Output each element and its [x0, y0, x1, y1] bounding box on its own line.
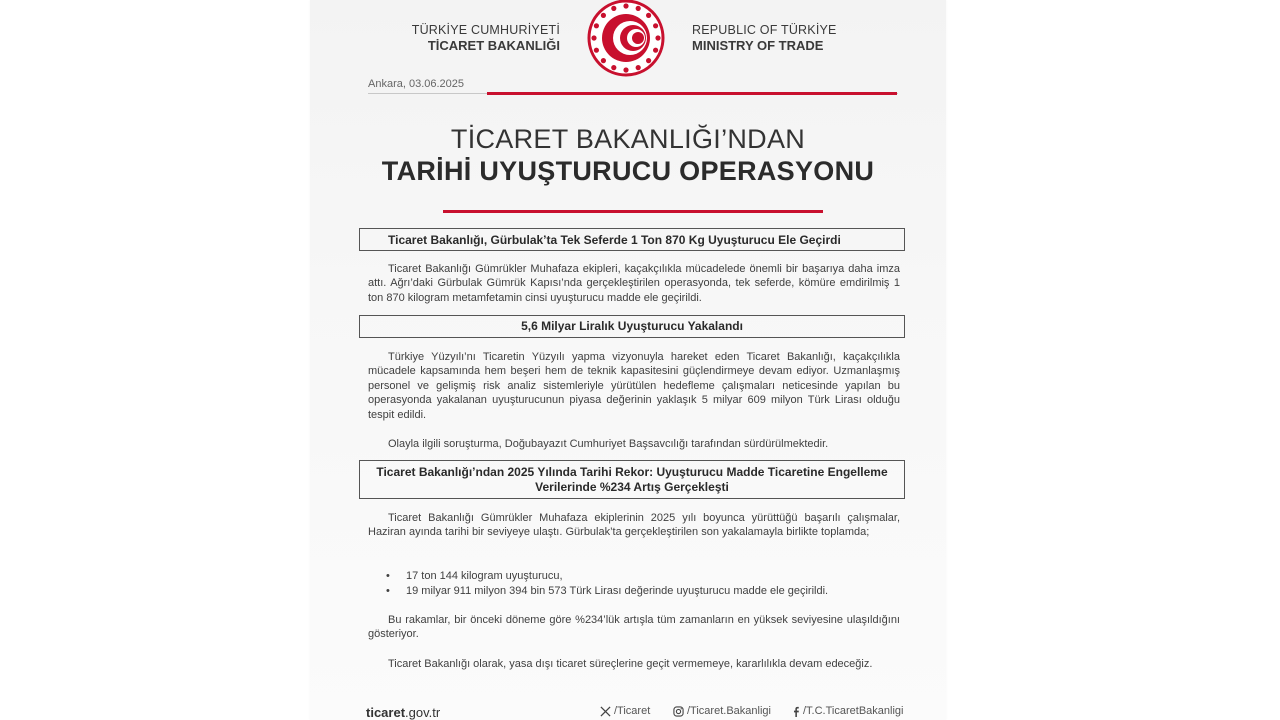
facebook-handle: /T.C.TicaretBakanligi [803, 705, 904, 717]
list-item-text: 17 ton 144 kilogram uyuşturucu, [406, 570, 563, 582]
x-icon [600, 706, 611, 717]
title-divider [443, 210, 823, 213]
section-heading-1: Ticaret Bakanlığı, Gürbulak’ta Tek Seferde 1 Ton 870 Kg Uyuşturucu Ele Geçirdi [359, 228, 905, 251]
bullet-icon: • [386, 585, 390, 597]
ministry-logo-icon [586, 0, 666, 78]
section-2-paragraph-2-text: Olayla ilgili soruşturma, Doğubayazıt Cumhuriyet Başsavcılığı tarafından sürdürülmektedir. [388, 438, 829, 450]
section-3-paragraph-2 [368, 613, 900, 642]
section-3-paragraph [368, 511, 900, 540]
footer-facebook-link[interactable] [792, 705, 903, 717]
section-2-paragraph [368, 350, 900, 422]
footer-site-rest: .gov.tr [405, 705, 441, 720]
date-line: Ankara, 03.06.2025 [368, 78, 465, 90]
section-2-paragraph-2 [368, 437, 900, 451]
facebook-icon [792, 706, 800, 717]
section-3-paragraph-2-text: Bu rakamlar, bir önceki döneme göre %234’lük artışla tüm zamanların en yüksek seviyesine ulaşıldığını gösteriyor. [368, 614, 900, 641]
footer-instagram-link[interactable] [673, 705, 771, 717]
header-right-line1: REPUBLIC OF TÜRKİYE [692, 23, 837, 37]
page-title-line1: TİCARET BAKANLIĞI’NDAN [450, 124, 806, 154]
header-right [692, 23, 892, 53]
footer-site-bold: ticaret [366, 705, 406, 720]
section-1-paragraph [368, 262, 900, 305]
header-left-line2: TİCARET BAKANLIĞI [427, 38, 560, 53]
section-1-paragraph-text: Ticaret Bakanlığı Gümrükler Muhafaza ekipleri, kaçakçılıkla mücadelede önemli bir başarıya daha imza attı. Ağrı’daki Gürbulak Gümrük Kapısı’nda gerçekleştirilen operasyonda, tek seferde, kömüre emdirilmiş 1 ton 870 kilogram metamfetamin cinsi uyuşturucu madde ele geçirildi. [368, 263, 900, 304]
header-right-line2: MINISTRY OF TRADE [692, 38, 824, 53]
section-heading-3-line1: Ticaret Bakanlığı’ndan 2025 Yılında Tarihi Rekor: Uyuşturucu Madde Ticaretine Engelleme [376, 464, 888, 479]
section-heading-2: 5,6 Milyar Liralık Uyuşturucu Yakalandı [359, 315, 905, 338]
x-handle: /Ticaret [614, 705, 651, 717]
header-left-line1: TÜRKİYE CUMHURİYETİ [411, 23, 560, 37]
section-3-paragraph-3-text: Ticaret Bakanlığı olarak, yasa dışı ticaret süreçlerine geçit vermemeye, kararlılıkla devam edeceğiz. [388, 658, 873, 670]
date-accent-divider [487, 92, 897, 95]
list-item-text: 19 milyar 911 milyon 394 bin 573 Türk Lirası değerinde uyuşturucu madde ele geçirildi. [406, 585, 829, 597]
press-release-page [310, 0, 946, 720]
instagram-handle: /Ticaret.Bakanligi [687, 705, 771, 717]
bullet-icon: • [386, 570, 390, 582]
page-title-line2: TARİHİ UYUŞTURUCU OPERASYONU [381, 156, 875, 186]
instagram-icon [673, 706, 684, 717]
footer-website-link[interactable] [366, 705, 440, 720]
section-heading-3 [359, 460, 905, 499]
section-heading-3-line2: Verilerinde %234 Artış Gerçekleşti [535, 479, 729, 494]
section-2-paragraph-text: Türkiye Yüzyılı’nı Ticaretin Yüzyılı yapma vizyonuyla hareket eden Ticaret Bakanlığı, kaçakçılıkla mücadele kapsamında hem beşeri hem de teknik kapasitesini güçlendirmeye devam ediyor. Uzmanlaşmış personel ve gelişmiş risk analiz sistemleriyle yürütülen hedefleme çalışmaları neticesinde yapılan bu operasyonda yakalanan uyuşturucunun piyasa değerinin yaklaşık 5 milyar 609 milyon Türk Lirası olduğu tespit edildi. [368, 351, 900, 421]
section-3-paragraph-3 [368, 657, 900, 671]
section-3-paragraph-text: Ticaret Bakanlığı Gümrükler Muhafaza ekiplerinin 2025 yılı boyunca yürüttüğü başarılı çalışmalar, Haziran ayında tarihi bir seviyeye ulaştı. Gürbulak’ta gerçekleştirilen son yakalamayla birlikte toplamda; [368, 512, 900, 539]
footer-x-link[interactable] [600, 705, 650, 717]
header-left [370, 23, 560, 53]
